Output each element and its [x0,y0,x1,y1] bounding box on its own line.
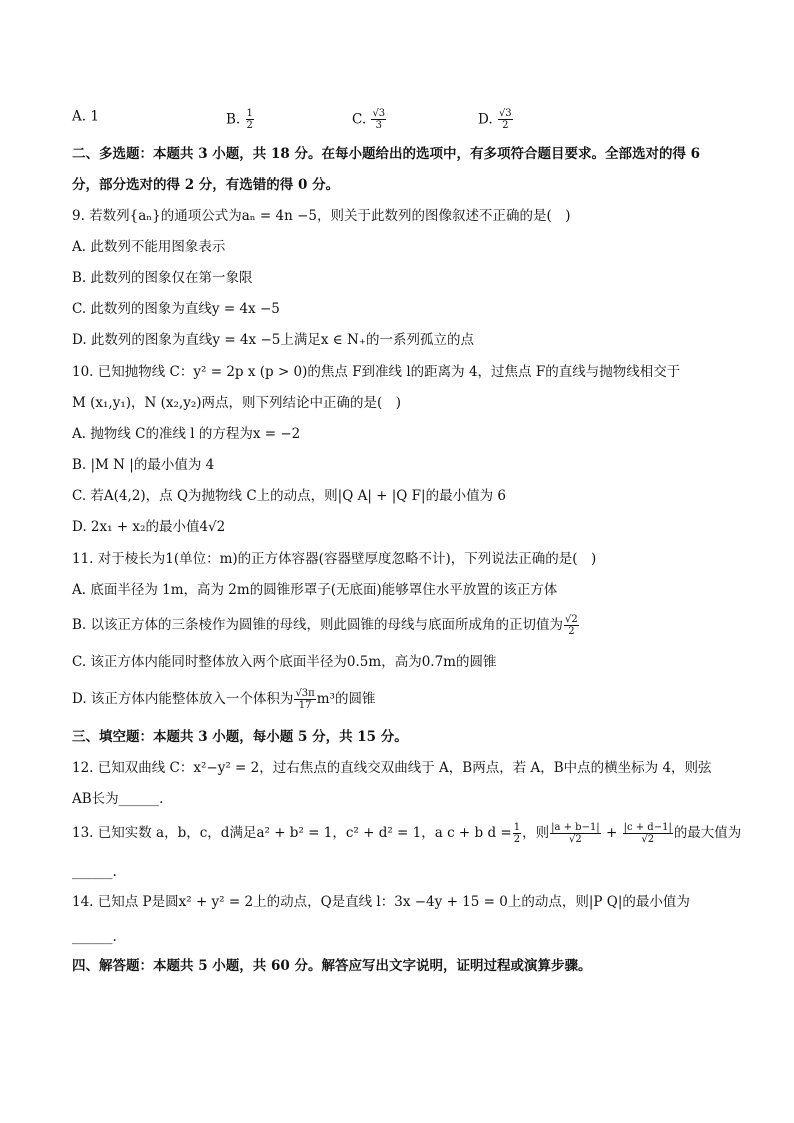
q8-option-d-numerator: √3 [498,108,512,119]
q13-fraction-2 [550,822,601,845]
q10-option-c: C. 若A(4,2)，点 Q为抛物线 C上的动点，则|Q A| + |Q F|的最小值为 6 [72,488,506,504]
section4-heading: 四、解答题：本题共 5 小题，共 60 分。解答应写出文字说明，证明过程或演算步骤。 [72,958,592,974]
q10-option-b: B. |M N |的最小值为 4 [72,457,215,473]
q8-option-c-fraction [371,108,386,131]
q13-fraction-3-denominator: √2 [641,834,655,845]
q10-option-a: A. 抛物线 C的准线 l 的方程为x = −2 [72,426,301,442]
q11-option-b-numerator: √2 [565,614,578,625]
q11-option-d-denominator: 17 [298,700,312,711]
q13-fraction-1-denominator: 2 [513,834,521,845]
q13-line1 [72,822,742,845]
q8-option-b-label: B. [226,111,241,128]
q13-blank: ______. [72,864,117,880]
q8-option-b-numerator: 1 [246,108,253,119]
q11-option-c: C. 该正方体内能同时整体放入两个底面半径为0.5m，高为0.7m的圆锥 [72,654,497,670]
q13-plus: + [605,825,618,841]
q8-option-c-denominator: 3 [375,120,382,131]
q8-option-b-fraction [246,108,254,131]
q8-option-d-fraction [498,108,513,131]
q13-fraction-3-numerator: |c + d−1| [623,822,672,833]
q11-option-d-text: D. 该正方体内能整体放入一个体积为 [72,691,294,707]
q8-option-c-label: C. [352,111,367,128]
q8-option-b [226,108,255,131]
q12-line2: AB长为______. [72,791,164,807]
q13-fraction-1 [513,822,521,845]
q11-option-b [72,614,722,637]
q11-option-b-fraction [564,614,579,637]
q9-option-a: A. 此数列不能用图象表示 [72,239,226,255]
q11-stem: 11. 对于棱长为1(单位：m)的正方体容器(容器壁厚度忽略不计)，下列说法正确的是( ) [72,551,597,567]
q9-option-c: C. 此数列的图象为直线y = 4x −5 [72,301,280,317]
q9-option-d: D. 此数列的图象为直线y = 4x −5上满足x ∈ N₊的一系列孤立的点 [72,332,474,348]
q13-fraction-3 [623,822,673,845]
q11-option-d [72,688,722,711]
q11-option-b-denominator: 2 [568,626,575,637]
q8-option-d [478,108,514,131]
q14-blank: ______. [72,929,117,945]
q13-fraction-2-denominator: √2 [569,834,582,845]
q13-text-3: 的最大值为 [673,825,742,841]
q8-option-b-denominator: 2 [246,120,253,131]
q8-option-a [72,108,99,125]
q13-text-1: 13. 已知实数 a，b，c，d满足a² + b² = 1，c² + d² = 1，a c + b d = [72,825,512,841]
q11-option-b-text: B. 以该正方体的三条棱作为圆锥的母线，则此圆锥的母线与底面所成角的正切值为 [72,617,564,633]
section2-heading-line1: 二、多选题：本题共 3 小题，共 18 分。在每小题给出的选项中，有多项符合题目要求。全部选对的得 6 [72,146,701,162]
q11-option-d-tail: m³的圆锥 [316,691,376,707]
q11-option-d-fraction [294,688,315,711]
q8-option-c [352,108,387,131]
q8-option-c-numerator: √3 [372,108,386,119]
q9-stem: 9. 若数列{aₙ}的通项公式为aₙ = 4n −5，则关于此数列的图像叙述不正确的是( ) [72,208,571,224]
q12-line1: 12. 已知双曲线 C：x²−y² = 2，过右焦点的直线交双曲线于 A，B两点，若 A，B中点的横坐标为 4，则弦 [72,760,712,776]
q11-option-a: A. 底面半径为 1m，高为 2m的圆锥形罩子(无底面)能够罩住水平放置的该正方体 [72,582,558,598]
q8-option-d-label: D. [478,111,493,128]
q13-text-2: ，则 [522,825,550,841]
q8-option-d-denominator: 2 [502,120,509,131]
q8-option-a-label: A. 1 [72,108,99,125]
section2-heading-line2: 分，部分选对的得 2 分，有选错的得 0 分。 [72,177,340,193]
q11-option-d-numerator: √3π [295,688,315,699]
q14-line1: 14. 已知点 P是圆x² + y² = 2上的动点，Q是直线 l：3x −4y + 15 = 0上的动点，则|P Q|的最小值为 [72,894,690,910]
q10-stem-line2: M (x₁,y₁)，N (x₂,y₂)两点，则下列结论中正确的是( ) [72,395,402,411]
section3-heading: 三、填空题：本题共 3 小题，每小题 5 分，共 15 分。 [72,729,408,745]
q13-fraction-2-numerator: |a + b−1| [551,822,600,833]
q13-fraction-1-numerator: 1 [513,822,521,833]
q9-option-b: B. 此数列的图象仅在第一象限 [72,270,253,286]
q10-stem-line1: 10. 已知抛物线 C：y² = 2p x (p > 0)的焦点 F到准线 l的距离为 4，过焦点 F的直线与抛物线相交于 [72,364,681,380]
q10-option-d: D. 2x₁ + x₂的最小值4√2 [72,519,226,535]
